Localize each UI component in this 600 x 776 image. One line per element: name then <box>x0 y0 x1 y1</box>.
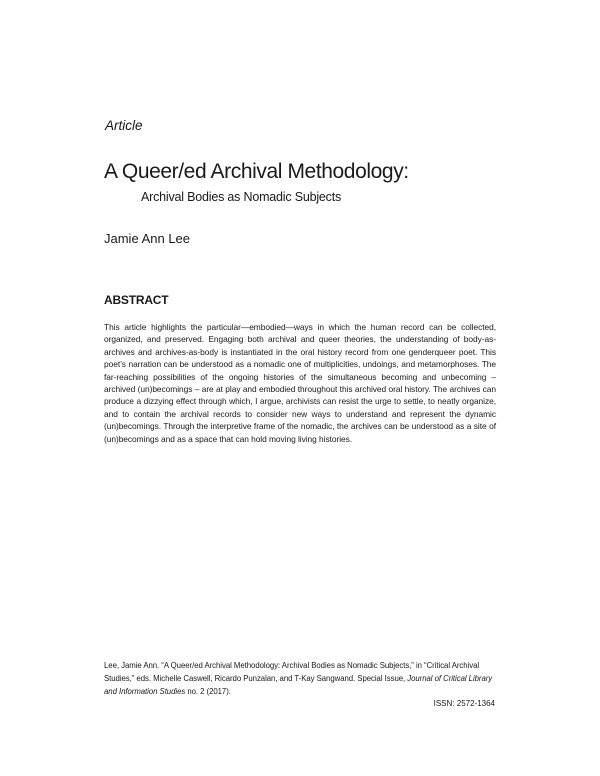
issn-number: ISSN: 2572-1364 <box>433 699 495 708</box>
author-name: Jamie Ann Lee <box>104 231 191 246</box>
citation-text: Lee, Jamie Ann. “A Queer/ed Archival Methodology: Archival Bodies as Nomadic Subjects,” in “Critical Archival Studies,” eds. Michelle Caswell, Ricardo Punzalan, and T-Kay Sangwand. Special Issue, <box>104 661 480 683</box>
abstract-heading: ABSTRACT <box>104 293 169 307</box>
abstract-text: This article highlights the particular—embodied—ways in which the human record can be collected, organized, and preserved. Engaging both archival and queer theories, the understanding of body-as-archives and archives-as-body is instantiated in the oral history record from one genderqueer poet. This poet’s narration can be understood as a nomadic one of multiplicities, undoings, and metamorphoses. The far-reaching possibilities of the ongoing histories of the simultaneous becoming and unbecoming – archived (un)becomings – are at play and embodied throughout this archived oral history. The archives can produce a dizzying effect through which, I argue, archivists can resist the urge to settle, to neatly organize, and to contain the archival records to consider new ways to understand and represent the dynamic (un)becomings. Through the interpretive frame of the nomadic, the archives can be understood as a site of (un)becomings and as a space that can hold moving living histories. <box>104 322 496 444</box>
citation-issue: no. 2 (2017). <box>185 686 231 696</box>
citation <box>104 660 496 698</box>
journal-title: Journal of Critical Library and Information Studies <box>104 673 493 696</box>
article-type-label: Article <box>105 118 143 133</box>
article-title: A Queer/ed Archival Methodology: <box>104 160 409 183</box>
article-subtitle: Archival Bodies as Nomadic Subjects <box>141 190 342 204</box>
